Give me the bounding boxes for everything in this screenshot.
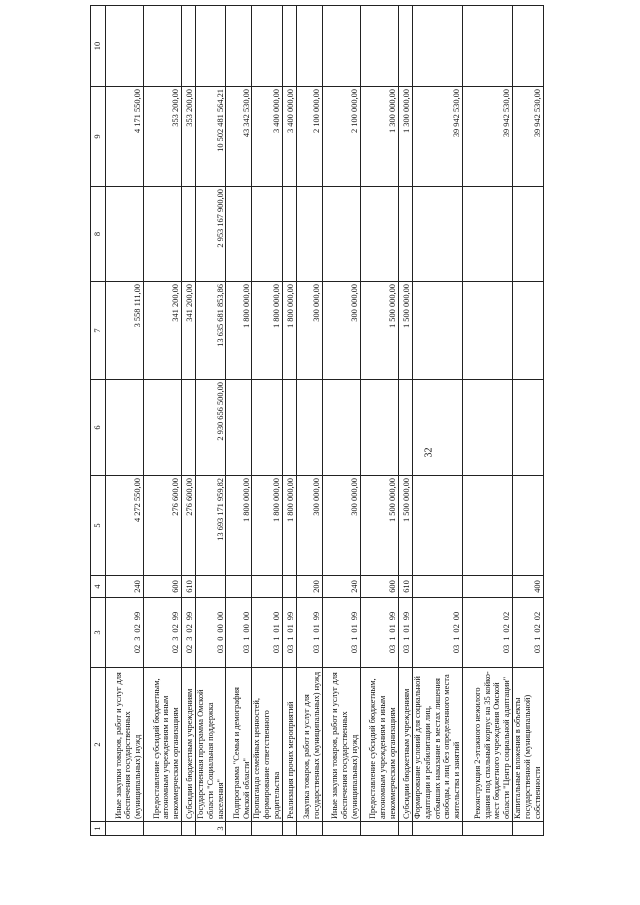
- classification-code-cell: [322, 598, 360, 668]
- table-body: [106, 6, 544, 836]
- code-part: 1: [272, 636, 282, 641]
- code-part: 99: [133, 611, 143, 621]
- code-part: 03: [402, 644, 412, 654]
- row-index-cell: [282, 822, 296, 836]
- amount-cell-col5: 276 600,00: [144, 476, 182, 576]
- expense-type-cell: 610: [398, 576, 412, 598]
- amount-cell-col7: [513, 282, 543, 380]
- amount-cell-col8: [282, 187, 296, 282]
- table-row: [196, 6, 226, 836]
- row-name-cell: Подпрограмма "Семья и демография Омской области": [226, 668, 252, 822]
- row-name-cell: Государственная программа Омской области "Социальная поддержка населения": [196, 668, 226, 822]
- code-part: 3: [133, 636, 143, 641]
- amount-cell-col9: 39 942 530,00: [463, 87, 513, 187]
- amount-cell-col6: [463, 380, 513, 476]
- amount-cell-col6: [360, 380, 398, 476]
- row-index-cell: [226, 822, 252, 836]
- amount-cell-col7: 1 800 000,00: [226, 282, 252, 380]
- code-part: 03: [286, 644, 296, 654]
- amount-cell-col8: [322, 187, 360, 282]
- code-part: 00: [215, 624, 225, 633]
- expense-type-cell: [252, 576, 282, 598]
- amount-cell-col6: [226, 380, 252, 476]
- amount-cell-col9: 10 502 481 564,21: [196, 87, 226, 187]
- amount-cell-col8: [106, 187, 144, 282]
- expense-type-cell: [463, 576, 513, 598]
- amount-cell-col6: [106, 380, 144, 476]
- table-row: [398, 6, 412, 836]
- row-index-cell: [463, 822, 513, 836]
- amount-cell-col7: 1 800 000,00: [252, 282, 282, 380]
- row-index-cell: [360, 822, 398, 836]
- row-index-cell: [513, 822, 543, 836]
- code-part: 99: [388, 611, 398, 621]
- amount-cell-col10: [196, 6, 226, 87]
- row-index-cell: 3: [196, 822, 226, 836]
- amount-cell-col5: 1 500 000,00: [360, 476, 398, 576]
- code-part: 00: [241, 624, 251, 633]
- row-index-cell: [182, 822, 196, 836]
- amount-cell-col9: 39 942 530,00: [412, 87, 462, 187]
- amount-cell-col9: 1 300 000,00: [360, 87, 398, 187]
- amount-cell-col10: [144, 6, 182, 87]
- amount-cell-col10: [182, 6, 196, 87]
- amount-cell-col6: [282, 380, 296, 476]
- code-part: 03: [502, 644, 512, 654]
- row-index-cell: [252, 822, 282, 836]
- table-row: [513, 6, 543, 836]
- amount-cell-col5: 1 800 000,00: [282, 476, 296, 576]
- expense-type-cell: [196, 576, 226, 598]
- amount-cell-col5: 1 800 000,00: [252, 476, 282, 576]
- amount-cell-col8: [252, 187, 282, 282]
- amount-cell-col8: [144, 187, 182, 282]
- amount-cell-col7: [463, 282, 513, 380]
- row-index-cell: [296, 822, 322, 836]
- code-part: 1: [452, 636, 462, 641]
- code-part: 01: [402, 624, 412, 633]
- code-part: 01: [286, 624, 296, 633]
- expense-type-cell: 240: [322, 576, 360, 598]
- expense-type-cell: 600: [144, 576, 182, 598]
- row-name-cell: Формирование условий для социальной адаптации и реабилитации лиц, отбывших наказание в местах лишения свободы, и лиц без определенного места жительства и занятий: [412, 668, 462, 822]
- code-part: 03: [241, 644, 251, 654]
- classification-code-cell: [226, 598, 252, 668]
- amount-cell-col6: [182, 380, 196, 476]
- amount-cell-col5: 300 000,00: [296, 476, 322, 576]
- code-part: 1: [502, 636, 512, 641]
- row-index-cell: [412, 822, 462, 836]
- amount-cell-col6: [412, 380, 462, 476]
- amount-cell-col7: 341 200,00: [182, 282, 196, 380]
- code-part: 00: [215, 611, 225, 621]
- row-index-cell: [398, 822, 412, 836]
- code-part: 1: [388, 636, 398, 641]
- row-name-cell: Предоставление субсидий бюджетным, автономным учреждениям и иным некоммерческим организациям: [360, 668, 398, 822]
- table-row: [182, 6, 196, 836]
- amount-cell-col9: 43 342 530,00: [226, 87, 252, 187]
- amount-cell-col5: 13 693 171 959,82: [196, 476, 226, 576]
- amount-cell-col10: [106, 6, 144, 87]
- amount-cell-col5: 300 000,00: [322, 476, 360, 576]
- amount-cell-col8: [513, 187, 543, 282]
- code-part: 02: [532, 611, 542, 621]
- code-part: 02: [452, 624, 462, 633]
- classification-code-cell: [144, 598, 182, 668]
- amount-cell-col9: 3 400 000,00: [252, 87, 282, 187]
- table-row: [296, 6, 322, 836]
- amount-cell-col6: [513, 380, 543, 476]
- amount-cell-col5: 1 500 000,00: [398, 476, 412, 576]
- amount-cell-col8: 2 953 167 900,00: [196, 187, 226, 282]
- expense-type-cell: [282, 576, 296, 598]
- amount-cell-col9: 1 300 000,00: [398, 87, 412, 187]
- code-part: 1: [241, 636, 251, 641]
- expense-type-cell: 600: [360, 576, 398, 598]
- code-part: 03: [312, 644, 322, 654]
- row-name-cell: Капитальные вложения в объекты государственной (муниципальной) собственности: [513, 668, 543, 822]
- table-row: [106, 6, 144, 836]
- amount-cell-col9: 4 171 550,00: [106, 87, 144, 187]
- amount-cell-col9: 3 400 000,00: [282, 87, 296, 187]
- header-cell: 6: [91, 380, 106, 476]
- amount-cell-col8: [182, 187, 196, 282]
- amount-cell-col5: 276 600,00: [182, 476, 196, 576]
- code-part: 00: [452, 611, 462, 621]
- classification-code-cell: [106, 598, 144, 668]
- code-part: 03: [388, 644, 398, 654]
- amount-cell-col6: [296, 380, 322, 476]
- code-part: 01: [272, 624, 282, 633]
- table-row: [252, 6, 282, 836]
- amount-cell-col8: [360, 187, 398, 282]
- amount-cell-col10: [282, 6, 296, 87]
- row-name-cell: Субсидии бюджетным учреждениям: [398, 668, 412, 822]
- classification-code-cell: [252, 598, 282, 668]
- row-name-cell: Субсидии бюджетным учреждениям: [182, 668, 196, 822]
- amount-cell-col5: 1 800 000,00: [226, 476, 252, 576]
- amount-cell-col9: 39 942 530,00: [513, 87, 543, 187]
- header-cell: 2: [91, 668, 106, 822]
- expense-type-cell: 200: [296, 576, 322, 598]
- row-name-cell: Реализация прочих мероприятий: [282, 668, 296, 822]
- code-part: 01: [350, 624, 360, 633]
- code-part: 99: [312, 611, 322, 621]
- code-part: 03: [215, 644, 225, 654]
- amount-cell-col10: [463, 6, 513, 87]
- table-row: [463, 6, 513, 836]
- amount-cell-col10: [412, 6, 462, 87]
- table-header-row: [91, 6, 106, 836]
- expense-type-cell: [412, 576, 462, 598]
- code-part: 02: [133, 644, 143, 654]
- header-cell: 3: [91, 598, 106, 668]
- header-cell: 8: [91, 187, 106, 282]
- classification-code-cell: [196, 598, 226, 668]
- amount-cell-col9: 353 200,00: [182, 87, 196, 187]
- amount-cell-col7: 300 000,00: [322, 282, 360, 380]
- code-part: 02: [133, 624, 143, 633]
- amount-cell-col6: 2 930 656 500,00: [196, 380, 226, 476]
- code-part: 99: [350, 611, 360, 621]
- code-part: 99: [185, 611, 195, 621]
- header-cell: 1: [91, 822, 106, 836]
- row-name-cell: Реконструкция 2-этажного нежилого здания под спальный корпус на 35 койко-мест бюджетного учреждения Омской области "Центр социальной адаптации": [463, 668, 513, 822]
- row-name-cell: Иные закупки товаров, работ и услуг для обеспечения государственных (муниципальных) нужд: [322, 668, 360, 822]
- row-name-cell: Иные закупки товаров, работ и услуг для обеспечения государственных (муниципальных) нужд: [106, 668, 144, 822]
- classification-code-cell: [463, 598, 513, 668]
- amount-cell-col10: [226, 6, 252, 87]
- code-part: 02: [502, 611, 512, 621]
- amount-cell-col9: 2 100 000,00: [322, 87, 360, 187]
- code-part: 03: [350, 644, 360, 654]
- table-row: [322, 6, 360, 836]
- code-part: 1: [312, 636, 322, 641]
- amount-cell-col10: [252, 6, 282, 87]
- row-index-cell: [144, 822, 182, 836]
- code-part: 3: [171, 636, 181, 641]
- amount-cell-col7: 13 635 681 853,86: [196, 282, 226, 380]
- amount-cell-col10: [398, 6, 412, 87]
- amount-cell-col6: [322, 380, 360, 476]
- code-part: 03: [272, 644, 282, 654]
- amount-cell-col7: 3 558 111,00: [106, 282, 144, 380]
- row-name-cell: Пропаганда семейных ценностей, формирование ответственного родительства: [252, 668, 282, 822]
- code-part: 02: [171, 624, 181, 633]
- code-part: 01: [388, 624, 398, 633]
- classification-code-cell: [282, 598, 296, 668]
- table-row: [226, 6, 252, 836]
- code-part: 02: [185, 644, 195, 654]
- code-part: 03: [452, 644, 462, 654]
- amount-cell-col7: 300 000,00: [296, 282, 322, 380]
- expense-type-cell: 400: [513, 576, 543, 598]
- amount-cell-col8: [463, 187, 513, 282]
- amount-cell-col5: [412, 476, 462, 576]
- classification-code-cell: [513, 598, 543, 668]
- code-part: 01: [312, 624, 322, 633]
- code-part: 99: [171, 611, 181, 621]
- classification-code-cell: [296, 598, 322, 668]
- classification-code-cell: [360, 598, 398, 668]
- amount-cell-col8: [226, 187, 252, 282]
- code-part: 99: [402, 611, 412, 621]
- code-part: 0: [215, 636, 225, 641]
- code-part: 00: [241, 611, 251, 621]
- code-part: 02: [532, 624, 542, 633]
- expense-type-cell: 240: [106, 576, 144, 598]
- code-part: 02: [502, 624, 512, 633]
- page-number: 32: [423, 447, 435, 458]
- amount-cell-col6: [252, 380, 282, 476]
- classification-code-cell: [412, 598, 462, 668]
- amount-cell-col8: [412, 187, 462, 282]
- amount-cell-col9: 2 100 000,00: [296, 87, 322, 187]
- amount-cell-col7: 1 500 000,00: [360, 282, 398, 380]
- amount-cell-col5: 4 272 550,00: [106, 476, 144, 576]
- row-index-cell: [106, 822, 144, 836]
- amount-cell-col8: [398, 187, 412, 282]
- amount-cell-col7: [412, 282, 462, 380]
- header-cell: 10: [91, 6, 106, 87]
- amount-cell-col7: 1 500 000,00: [398, 282, 412, 380]
- amount-cell-col8: [296, 187, 322, 282]
- rotated-table-container: [90, 6, 542, 836]
- code-part: 1: [286, 636, 296, 641]
- row-name-cell: Предоставление субсидий бюджетным, автономным учреждениям и иным некоммерческим организациям: [144, 668, 182, 822]
- classification-code-cell: [398, 598, 412, 668]
- expense-type-cell: [226, 576, 252, 598]
- code-part: 1: [532, 636, 542, 641]
- row-name-cell: Закупка товаров, работ и услуг для государственных (муниципальных) нужд: [296, 668, 322, 822]
- code-part: 1: [402, 636, 412, 641]
- classification-code-cell: [182, 598, 196, 668]
- amount-cell-col7: 341 200,00: [144, 282, 182, 380]
- amount-cell-col5: [463, 476, 513, 576]
- table-row: [282, 6, 296, 836]
- code-part: 03: [532, 644, 542, 654]
- amount-cell-col10: [296, 6, 322, 87]
- amount-cell-col10: [513, 6, 543, 87]
- table-row: [144, 6, 182, 836]
- code-part: 1: [350, 636, 360, 641]
- code-part: 99: [286, 611, 296, 621]
- table-row: [360, 6, 398, 836]
- header-cell: 4: [91, 576, 106, 598]
- amount-cell-col7: 1 800 000,00: [282, 282, 296, 380]
- code-part: 00: [272, 611, 282, 621]
- header-cell: 7: [91, 282, 106, 380]
- amount-cell-col9: 353 200,00: [144, 87, 182, 187]
- amount-cell-col5: [513, 476, 543, 576]
- header-cell: 9: [91, 87, 106, 187]
- code-part: 02: [171, 644, 181, 654]
- code-part: 3: [185, 636, 195, 641]
- code-part: 02: [185, 624, 195, 633]
- amount-cell-col6: [144, 380, 182, 476]
- amount-cell-col10: [322, 6, 360, 87]
- table-row: [412, 6, 462, 836]
- amount-cell-col10: [360, 6, 398, 87]
- expense-type-cell: 610: [182, 576, 196, 598]
- header-cell: 5: [91, 476, 106, 576]
- budget-table: [90, 5, 544, 836]
- row-index-cell: [322, 822, 360, 836]
- amount-cell-col6: [398, 380, 412, 476]
